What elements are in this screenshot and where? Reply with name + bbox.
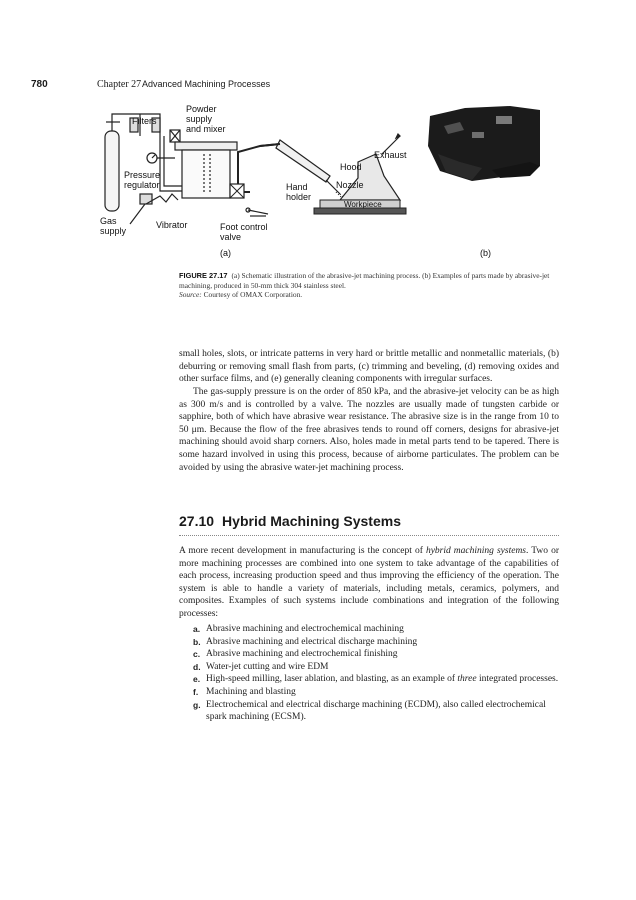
list-text: Water-jet cutting and wire EDM [206,661,329,672]
list-item [179,673,559,686]
label-pressure-2: regulator [124,180,160,190]
list-item [179,699,559,724]
section-heading [179,513,559,536]
list-text-emph: three [457,674,477,685]
list-item [179,686,559,699]
label-foot-control-1: Foot control [220,222,268,232]
caption-source-text: Courtesy of OMAX Corporation. [203,290,303,300]
label-filters: Filters [132,116,157,126]
list-text: Machining and blasting [206,686,296,697]
label-hand-1: Hand [286,182,308,192]
section-number: 27.10 [179,513,215,529]
label-workpiece: Workpiece [344,200,382,209]
paragraph-1: small holes, slots, or intricate patterns in very hard or brittle metallic and nonmetallic materials, (b) deburring or removing small flash from parts, (c) trimming and beveling, (d) removing oxides and other surface films, and (e) generally cleaning components with irregular surfaces. [179,349,559,385]
list-letter: a. [193,624,201,634]
paragraph-3-a: A more recent development in manufacturing is the concept of [179,546,426,556]
label-powder-2: supply [186,114,213,124]
caption-label: FIGURE 27.17 [179,271,228,280]
section-title: Hybrid Machining Systems [222,513,401,529]
gas-cylinder [105,122,120,211]
running-title: Advanced Machining Processes [142,79,271,89]
page-number: 780 [31,79,48,90]
list-text: Abrasive machining and electrical discharge machining [206,636,418,647]
list-item [179,636,559,649]
label-gas-2: supply [100,226,127,236]
chapter-label: Chapter 27 [97,79,142,90]
caption-text: (a) Schematic illustration of the abrasive-jet machining process. (b) Examples of parts made by abrasive-jet machining, produced in 50-mm thick 304 stainless steel. [179,271,550,290]
figure-caption [179,271,559,300]
list-text: High-speed milling, laser ablation, and blasting, as an example of [206,674,458,685]
label-sub-b: (b) [480,248,491,258]
label-gas-1: Gas [100,216,117,226]
list-item [179,648,559,661]
hose [230,144,280,198]
label-powder-3: and mixer [186,124,226,134]
list-text: Abrasive machining and electrochemical machining [206,624,404,634]
label-foot-control-2: valve [220,232,242,242]
label-pressure-1: Pressure [124,170,161,180]
figure-27-17 [100,96,540,266]
parts-photo [428,106,540,181]
powder-mixer [160,130,237,198]
foot-control-valve [246,208,268,216]
list-letter: e. [193,674,201,685]
process-list [179,623,559,724]
list-letter: c. [193,649,201,660]
paragraph-3-c: . Two or more machining processes are combined into one system to take advantage of the capabilities of each process, increasing production speed and thus improving the efficiency of the operation. The system is able to handle a variety of materials, including metals, ceramics, polymers, and composites. Examples of such systems include combinations and integration of the following processes: [179,546,559,619]
paragraph-2: The gas-supply pressure is on the order of 850 kPa, and the abrasive-jet velocity can be as high as 300 m/s and is controlled by a valve. The nozzles are usually made of tungsten carbide or sapphire, both of which have abrasive wear resistance. The abrasive size is in the range from 10 to 50 μm. Because the flow of the free abrasives tends to round off corners, designs for abrasive-jet machining should avoid sharp corners. Also, holes made in metal parts tend to be tapered. There is some hazard involved in using this process, because of airborne particulates. The problem can be avoided by using the abrasive water-jet machining process. [179,387,559,473]
label-powder-1: Powder [186,104,217,114]
caption-source-label: Source: [179,290,202,300]
list-text: integrated processes. [476,674,559,685]
list-letter: b. [193,636,201,647]
paragraph-3-term: hybrid machining systems [425,546,526,556]
label-hood: Hood [340,162,362,172]
label-hand-2: holder [286,192,312,202]
label-exhaust: Exhaust [374,150,407,160]
list-letter: g. [193,699,201,710]
label-vibrator: Vibrator [156,220,188,230]
list-letter: d. [193,661,201,672]
list-item [179,623,559,636]
pressure-gauge [147,153,175,163]
paragraph-3 [179,545,559,621]
list-letter: f. [193,686,199,697]
caption-source [179,290,559,300]
list-item [179,661,559,674]
list-text: Abrasive machining and electrochemical finishing [206,649,398,660]
label-sub-a: (a) [220,248,231,258]
hand-holder [260,140,330,182]
list-text: Electrochemical and electrical discharge machining (ECDM), also called electrochemical spark machining (ECSM). [206,699,546,723]
label-nozzle: Nozzle [336,180,364,190]
